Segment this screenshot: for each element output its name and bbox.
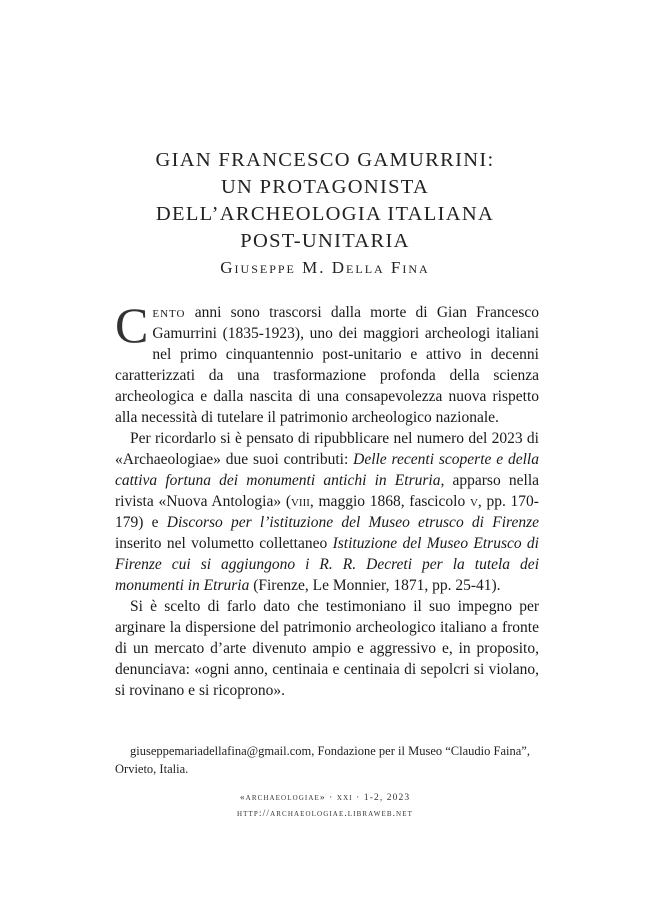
- paragraph-text: , pp. 170-179) e: [115, 493, 539, 531]
- italic-title: Istituzione del Museo Etrusco di Firenze cui si aggiungono i R. R. Decreti per la tutela dei monumenti in Etruria: [115, 535, 539, 594]
- title-line: GIAN FRANCESCO GAMURRINI:: [155, 149, 495, 171]
- paragraph: [115, 428, 539, 596]
- title-line: POST-UNITARIA: [240, 230, 410, 252]
- paragraph: [115, 297, 539, 428]
- roman-numeral: v: [469, 493, 478, 510]
- journal-info: [100, 790, 550, 822]
- article-body: [115, 297, 540, 701]
- paragraph-text: inserito nel volumetto collettaneo: [115, 535, 333, 552]
- paragraph: Si è scelto di farlo dato che testimoniano il suo impegno per arginare la dispersione del patrimonio archeologico italiano a fronte di un mercato d’arte divenuto ampio e aggressivo e, in proposito, denunciava: «ogni anno, centinaia e centinaia di sepolcri si violano, si rovinano e si ricoprono».: [115, 598, 539, 699]
- article-author: Giuseppe M. Della Fina: [220, 258, 430, 277]
- journal-citation: «archaeologiae» · xxi · 1-2, 2023: [239, 793, 411, 803]
- article-title: [100, 147, 550, 255]
- paragraph-text: apparso nella rivista «Nuova Antologia» (: [115, 472, 540, 510]
- paragraph-text: anni sono trascorsi dalla morte di Gian Francesco Gamurrini (1835-1923), uno dei maggiori archeologi italiani nel primo cinquantennio post-unitario e attivo in decenni caratterizzati da una trasformazione profonda della scienza archeologica e dalla nascita di una consapevolezza nuova rispetto alla necessità di tutelare il patrimonio archeologico nazionale.: [115, 304, 539, 426]
- title-line: DELL’ARCHEOLOGIA ITALIANA: [155, 203, 495, 225]
- italic-title: Delle recenti scoperte e della cattiva fortuna dei monumenti antichi in Etruria,: [115, 451, 539, 489]
- drop-cap: C: [115, 297, 149, 353]
- lead-small-caps: ento: [152, 304, 186, 321]
- paragraph-text: Per ricordarlo si è pensato di ripubblicare nel numero del 2023 di «Archaeologiae» due suoi contributi:: [115, 430, 539, 468]
- paragraph-text: , maggio 1868, fascicolo: [309, 493, 470, 510]
- roman-numeral: viii: [290, 493, 310, 510]
- journal-url: http://archaeologiae.libraweb.net: [237, 809, 413, 819]
- author-footnote: giuseppemariadellafina@gmail.com, Fondazione per il Museo “Claudio Faina”, Orvieto, Italia.: [115, 744, 530, 776]
- title-line: UN PROTAGONISTA: [220, 176, 430, 198]
- italic-title: Discorso per l’istituzione del Museo etrusco di Firenze: [166, 514, 539, 531]
- paragraph-text: (Firenze, Le Monnier, 1871, pp. 25-41).: [249, 577, 501, 594]
